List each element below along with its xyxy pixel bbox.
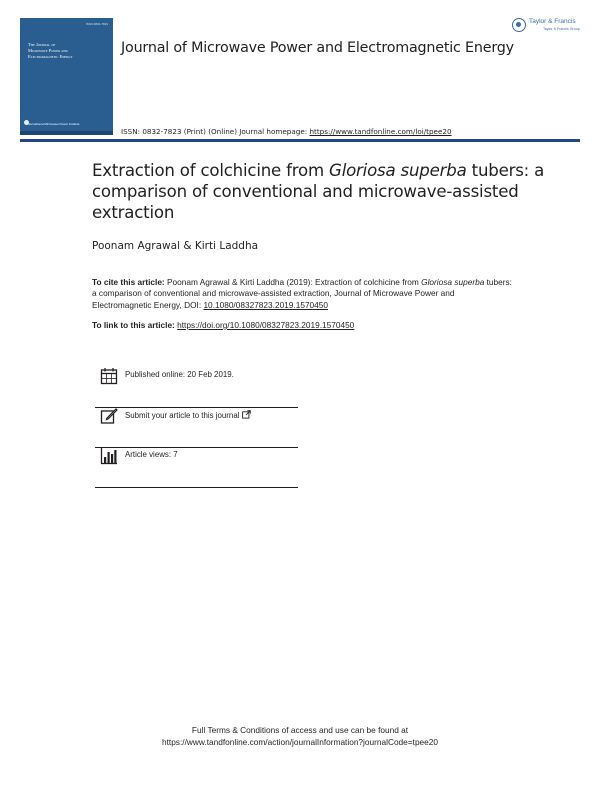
citation-species: Gloriosa superba — [421, 277, 485, 287]
header-divider — [20, 139, 580, 142]
taylor-francis-logo-icon — [512, 18, 526, 32]
submit-article-link[interactable] — [125, 410, 251, 420]
cover-title-line: The Journal of — [28, 42, 56, 47]
cover-footer: International Microwave Power Institute — [27, 122, 80, 126]
article-link-line — [92, 320, 354, 330]
publisher-logo[interactable] — [512, 18, 582, 35]
article-doi-url[interactable]: https://doi.org/10.1080/08327823.2019.1570450 — [177, 320, 355, 330]
article-title — [92, 160, 562, 223]
cover-title — [28, 42, 110, 60]
publisher-name: Taylor & Francis — [529, 18, 576, 25]
bar-chart-icon — [100, 447, 118, 465]
link-label: To link to this article: — [92, 320, 178, 330]
citation-label: To cite this article: — [92, 277, 165, 287]
edit-icon — [100, 407, 118, 425]
submit-article-row[interactable] — [95, 407, 298, 448]
published-date: Published online: 20 Feb 2019. — [125, 370, 234, 379]
cover-band — [20, 131, 113, 135]
article-title-text: Extraction of colchicine from — [92, 161, 330, 180]
citation-doi-link[interactable]: 10.1080/08327823.2019.1570450 — [203, 299, 329, 310]
published-info-row — [95, 367, 298, 408]
terms-footer — [0, 725, 600, 748]
article-views-row — [95, 447, 298, 488]
article-title-text: tubers: a comparison of conventional and microwave-assisted extraction — [92, 161, 545, 222]
article-title-species: Gloriosa superba — [329, 161, 467, 180]
issn-line — [121, 127, 452, 136]
journal-cover-image — [20, 18, 113, 135]
cover-title-line: Microwave Power and — [28, 48, 68, 53]
publisher-group: Taylor & Francis Group — [543, 27, 580, 31]
terms-url[interactable]: https://www.tandfonline.com/action/journalInformation?journalCode=tpee20 — [161, 736, 439, 747]
article-authors: Poonam Agrawal & Kirti Laddha — [92, 240, 259, 252]
calendar-icon — [100, 367, 118, 385]
journal-homepage-link[interactable]: https://www.tandfonline.com/loi/tpee20 — [309, 127, 452, 136]
citation-text: Poonam Agrawal & Kirti Laddha (2019): Extraction of colchicine from — [164, 277, 422, 287]
cover-issn: ISSN 0832-7823 — [85, 22, 108, 26]
citation-text: tubers: a comparison of conventional and microwave-assisted extraction, Journal of Microwave Power and Electromagnetic Energy, DOI: — [92, 277, 512, 310]
journal-title: Journal of Microwave Power and Electromagnetic Energy — [121, 40, 514, 56]
citation-block — [92, 277, 512, 311]
article-views: Article views: 7 — [125, 450, 178, 459]
submit-article-label: Submit your article to this journal — [125, 411, 240, 420]
issn-text: ISSN: 0832-7823 (Print) (Online) Journal homepage: — [121, 127, 310, 136]
external-link-icon — [242, 410, 251, 419]
cover-title-line: Electromagnetic Energy — [28, 54, 73, 59]
terms-text: Full Terms & Conditions of access and use can be found at — [191, 725, 409, 735]
